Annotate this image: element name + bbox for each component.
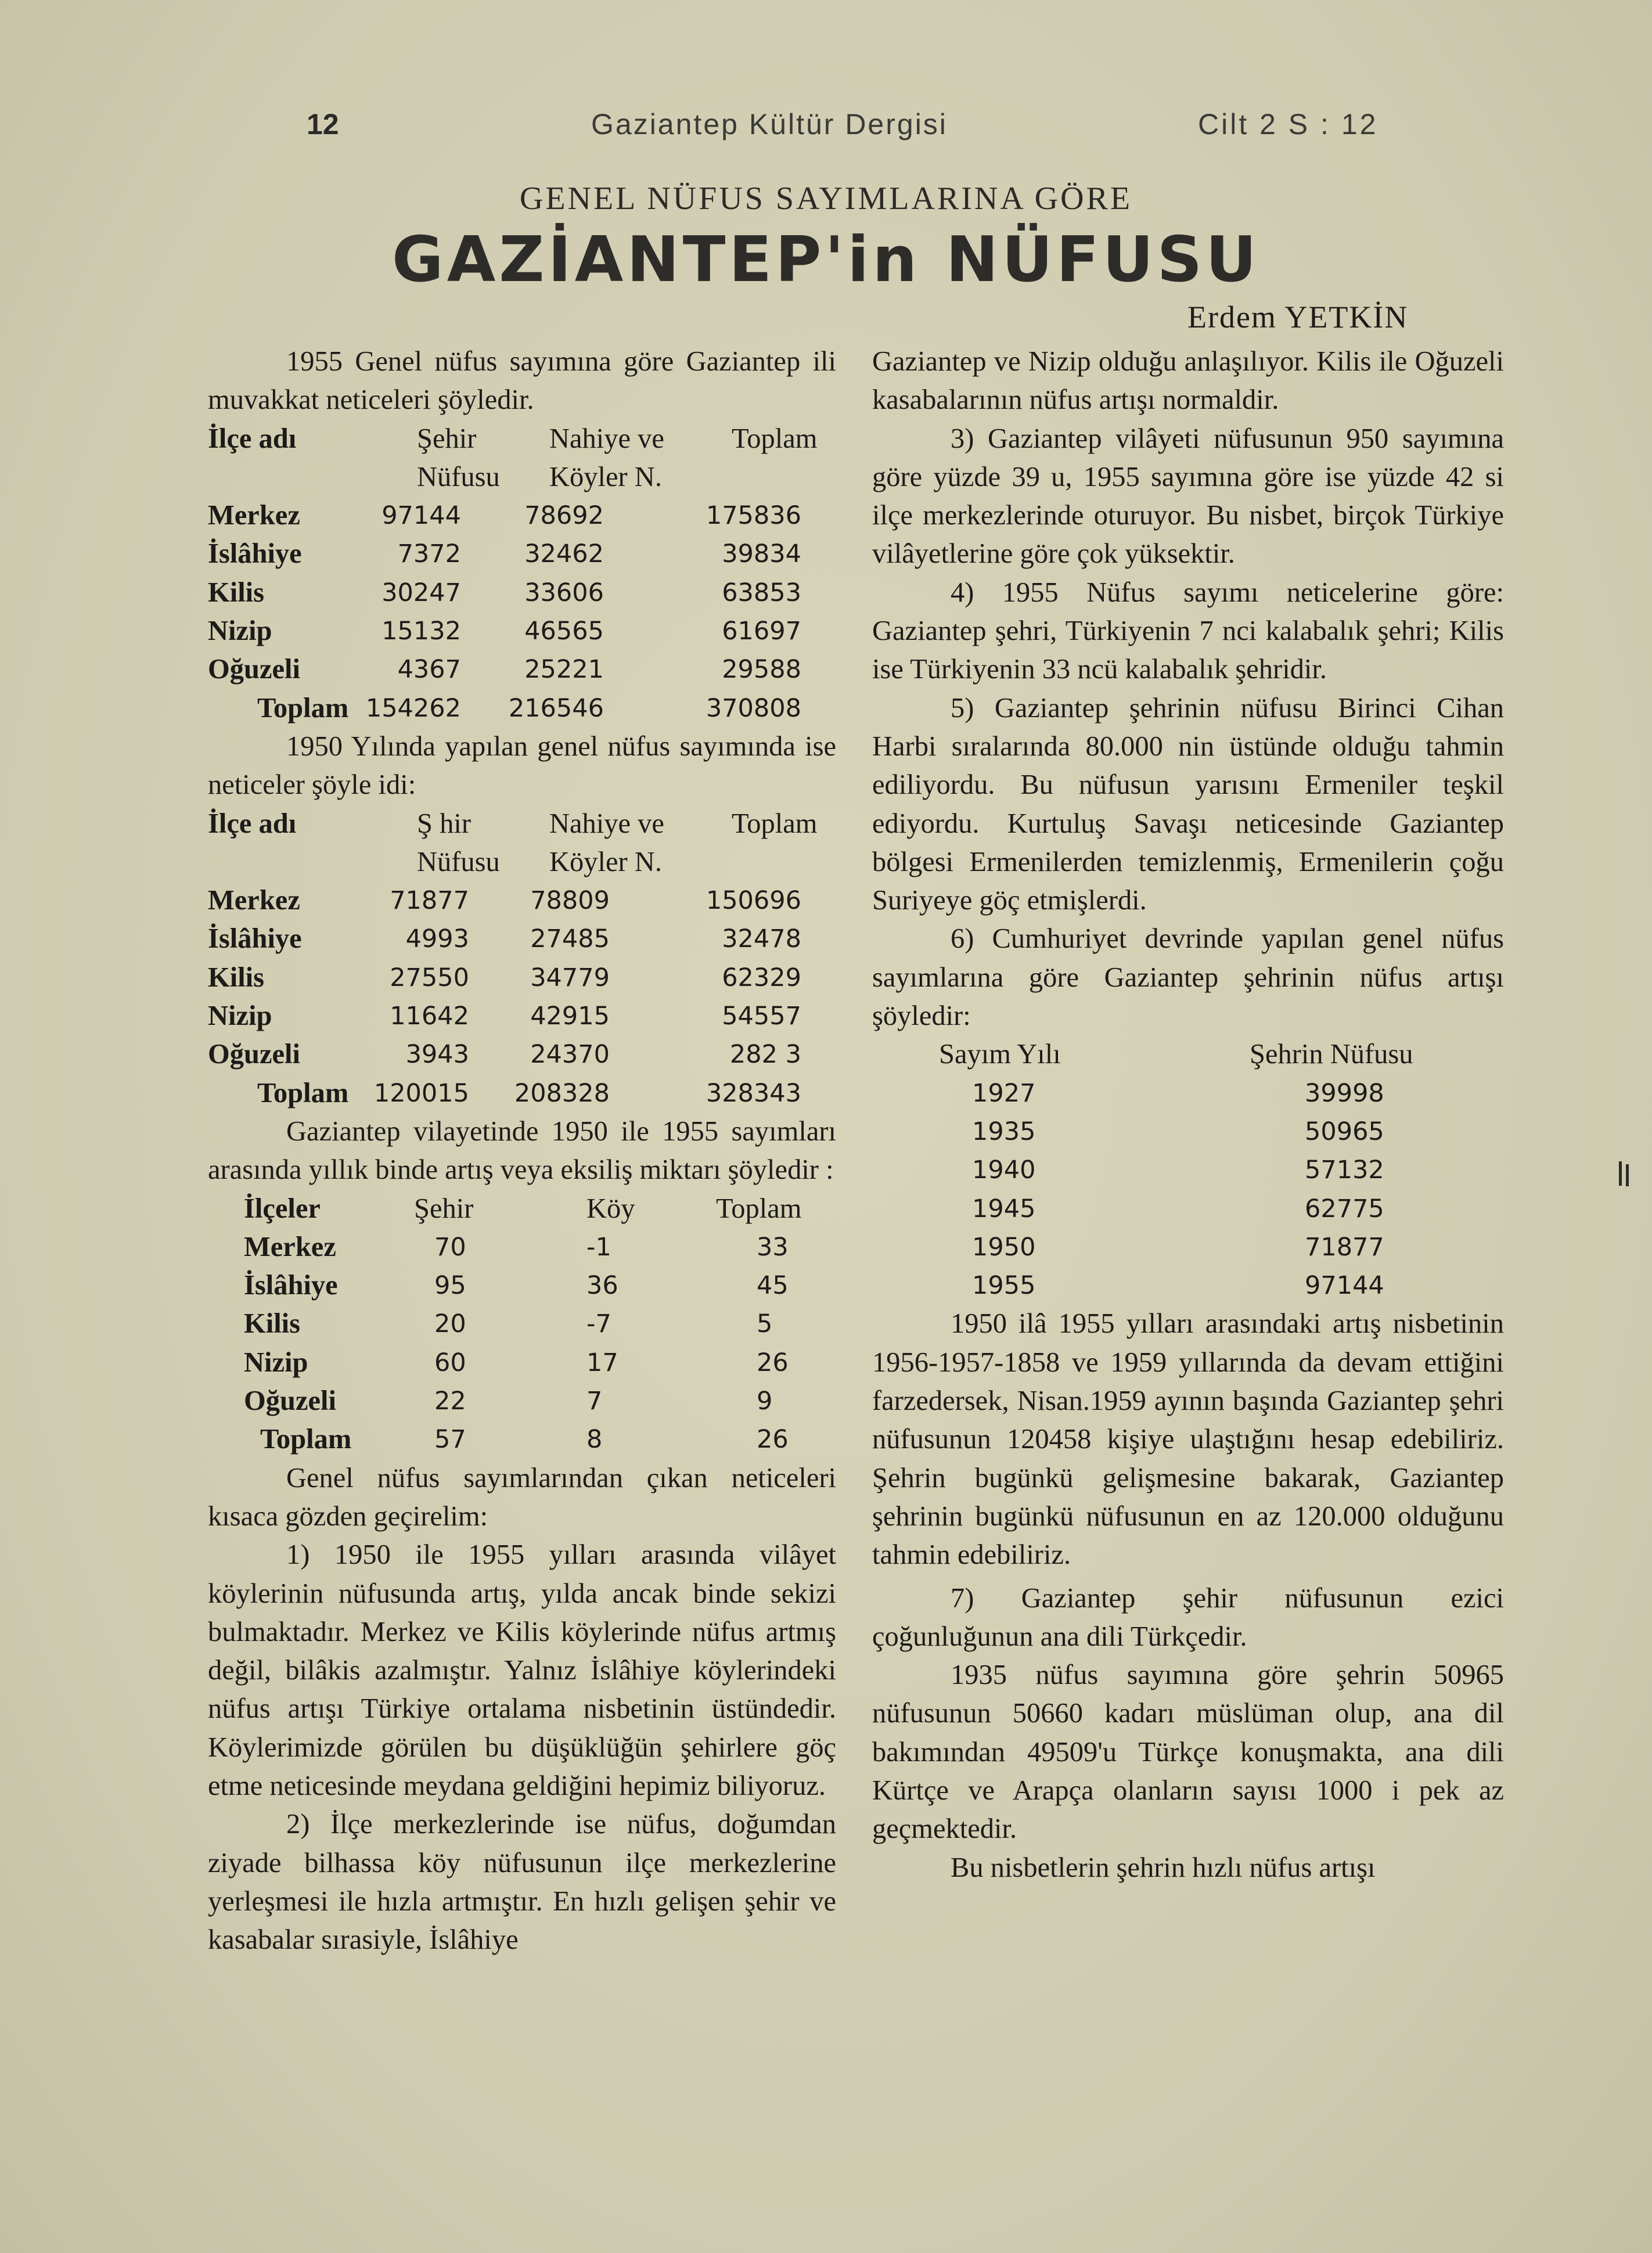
cell-value: 30247 [381, 578, 461, 607]
cell-value: 62775 [1305, 1194, 1384, 1223]
cell-value: 120015 [373, 1078, 469, 1108]
row-label: 1935 [972, 1117, 1036, 1146]
row-label: Oğuzeli [208, 1039, 300, 1070]
row-label: Nizip [208, 616, 272, 647]
table-row [208, 574, 836, 612]
point-5-paragraph: 5) Gaziantep şehrinin nüfusu Birinci Cihan Harbi sıralarında 80.000 nin üstünde olduğu tahmin ediliyordu. Bu nüfusun yarısını Ermeniler teşkil ediyordu. Kurtuluş Savaşı neticesinde Gaziantep bölgesi Ermenilerden temizlenmiş, Ermenilerin çoğu Suriyeye göç etmişlerdi. [872, 692, 1504, 916]
cell-value: 46565 [524, 617, 604, 646]
cell-value: 71877 [1305, 1232, 1384, 1262]
cell-value: 60 [434, 1348, 466, 1377]
cell-value: 36 [586, 1271, 618, 1301]
article-title: GAZİANTEP'in NÜFUSU [392, 224, 1260, 296]
cell-value: 11642 [390, 1002, 469, 1031]
cell-value: 54557 [722, 1002, 801, 1031]
table-header-row: İlçe adı Şehir Nahiye ve Toplam [208, 423, 818, 454]
cell-value: 4993 [405, 924, 469, 954]
cell-value: 57 [434, 1425, 466, 1455]
cell-value: 208328 [514, 1078, 610, 1108]
cell-value: 8 [586, 1425, 603, 1455]
cell-value: 150696 [706, 886, 801, 916]
cell-value: 22 [434, 1387, 466, 1416]
cell-value: 61697 [722, 617, 801, 646]
point-7-paragraph: 7) Gaziantep şehir nüfusunun ezici çoğunluğunun ana dili Türkçedir. [872, 1582, 1504, 1652]
journal-name: Gaziantep Kültür Dergisi [591, 108, 948, 141]
cell-value: 7372 [397, 539, 461, 569]
cell-value: 29588 [722, 655, 801, 685]
intro-paragraph: 1955 Genel nüfus sayımına göre Gaziantep ili muvakkat neticeleri şöyledir. [208, 346, 836, 416]
cell-value: 17 [586, 1348, 618, 1377]
continuation-paragraph: Gaziantep ve Nizip olduğu anlaşılıyor. Kilis ile Oğuzeli kasabalarının nüfus artışı normaldir. [872, 346, 1504, 416]
article-author: Erdem YETKİN [1187, 300, 1409, 334]
language-paragraph: 1935 nüfus sayımına göre şehrin 50965 nüfusunun 50660 kadarı müslüman olup, ana dil bakımından 49509'u Türkçe konuşmakta, ana dili Kürtçe ve Arapça olanların sayısı 1000 i pek az geçmektedir. [872, 1660, 1504, 1845]
cell-value: 32478 [722, 924, 801, 954]
row-label: Merkez [208, 885, 300, 916]
cell-value: 32462 [524, 539, 604, 569]
table-header-row: İlçeler Şehir Köy Toplam [244, 1193, 802, 1224]
table-row [208, 1035, 836, 1074]
table-row [208, 1228, 836, 1266]
cell-value: 216546 [508, 693, 604, 723]
table-row [208, 1266, 836, 1305]
right-column [872, 343, 1504, 1887]
row-label: Toplam [257, 1077, 349, 1108]
table-header-row: Nüfusu Köyler N. [417, 846, 662, 877]
table-row [208, 1420, 836, 1459]
row-label: Kilis [208, 962, 265, 993]
table-row [208, 689, 836, 728]
cell-value: 57132 [1305, 1156, 1384, 1185]
row-label: Merkez [208, 500, 300, 531]
cell-value: 27550 [390, 963, 469, 992]
mid-paragraph: 1950 Yılında yapılan genel nüfus sayımında ise neticeler şöyle idi: [208, 730, 836, 801]
table-header-row: Sayım Yılı Şehrin Nüfusu [939, 1039, 1413, 1070]
results-paragraph: Genel nüfus sayımlarından çıkan neticeleri kısaca gözden geçirelim: [208, 1462, 836, 1532]
cell-value: 24370 [530, 1040, 610, 1070]
table-city-population [872, 1035, 1504, 1305]
cell-value: 25221 [524, 655, 604, 685]
cell-value: 5 [757, 1309, 773, 1339]
cell-value: 370808 [706, 693, 801, 723]
cell-value: 282 3 [729, 1040, 801, 1070]
cell-value: 26 [757, 1425, 789, 1455]
table-row [208, 1382, 836, 1420]
cell-value: 70 [434, 1232, 466, 1262]
table-row [208, 650, 836, 689]
table-row [208, 1305, 836, 1343]
cell-value: 328343 [706, 1078, 801, 1108]
cell-value: 15132 [381, 617, 461, 646]
row-label: Toplam [260, 1424, 352, 1455]
row-label: 1950 [972, 1232, 1036, 1262]
cell-value: 9 [757, 1387, 773, 1416]
cell-value: 50965 [1305, 1117, 1384, 1146]
table-row [872, 1151, 1504, 1189]
row-label: Oğuzeli [208, 654, 300, 685]
page-number: 12 [307, 108, 339, 141]
cell-value: 97144 [1305, 1271, 1384, 1301]
row-label: 1940 [972, 1156, 1036, 1185]
cell-value: 34779 [530, 963, 610, 992]
cell-value: 45 [757, 1271, 789, 1301]
cell-value: 39998 [1305, 1078, 1384, 1108]
cell-value: 7 [586, 1387, 603, 1416]
table-row [872, 1228, 1504, 1266]
table-row [872, 1190, 1504, 1228]
row-label: 1927 [972, 1078, 1036, 1108]
cell-value: 27485 [530, 924, 610, 954]
table-header-row: İlçe adı Ş hir Nahiye ve Toplam [208, 808, 818, 839]
cell-value: 3943 [405, 1040, 469, 1070]
table-row [208, 881, 836, 920]
article-supertitle: GENEL NÜFUS SAYIMLARINA GÖRE [519, 181, 1133, 217]
cell-value: 71877 [390, 886, 469, 916]
table-row [872, 1266, 1504, 1305]
cell-value: 78692 [524, 501, 604, 531]
cell-value: -1 [586, 1232, 611, 1262]
cell-value: 26 [757, 1348, 789, 1377]
table-row [208, 1344, 836, 1382]
row-label: İslâhiye [244, 1270, 338, 1301]
margin-mark [1626, 1164, 1629, 1186]
table-row [208, 920, 836, 958]
cell-value: 97144 [381, 501, 461, 531]
point-3-paragraph: 3) Gaziantep vilâyeti nüfusunun 950 sayımına göre yüzde 39 u, 1955 sayımına göre ise yüzde 42 si ilçe merkezlerinde oturuyor. Bu nisbet, birçok Türkiye vilâyetlerine göre çok yüksektir. [872, 423, 1504, 570]
row-label: İslâhiye [208, 538, 302, 570]
table-1950 [208, 805, 836, 1113]
table-row [208, 959, 836, 997]
cell-value: 95 [434, 1271, 466, 1301]
projection-paragraph: 1950 ilâ 1955 yılları arasındaki artış nisbetinin 1956-1957-1858 ve 1959 yıllarında da devam ettiğini farzedersek, Nisan.1959 ayının başında Gaziantep şehri nüfusunun 120458 kişiye ulaştığını hesap edebiliriz. Şehrin bugünkü gelişmesine bakarak, Gaziantep şehrinin bugünkü nüfusunun en az 120.000 olduğunu tahmin edebiliriz. [872, 1308, 1504, 1571]
cell-value: 4367 [397, 655, 461, 685]
cell-value: 63853 [722, 578, 801, 607]
row-label: Nizip [208, 1000, 272, 1032]
cell-value: 78809 [530, 886, 610, 916]
point-4-paragraph: 4) 1955 Nüfus sayımı neticelerine göre: Gaziantep şehri, Türkiyenin 7 nci kalabalık şehri; Kilis ise Türkiyenin 33 ncü kalabalık şehridir. [872, 577, 1504, 685]
table-1955 [208, 420, 836, 728]
table-row [208, 535, 836, 573]
cell-value: -7 [586, 1309, 611, 1339]
table-row [208, 496, 836, 535]
table-row [208, 997, 836, 1035]
closing-line: Bu nisbetlerin şehrin hızlı nüfus artışı [951, 1852, 1376, 1883]
left-column [208, 343, 836, 1959]
table-row [208, 1074, 836, 1113]
cell-value: 33 [757, 1232, 789, 1262]
row-label: 1955 [972, 1271, 1036, 1301]
margin-mark [1619, 1161, 1622, 1186]
row-label: Kilis [208, 577, 265, 608]
row-label: Merkez [244, 1231, 336, 1262]
point-6-paragraph: 6) Cumhuriyet devrinde yapılan genel nüfus sayımlarına göre Gaziantep şehrinin nüfus artışı şöyledir: [872, 923, 1504, 1032]
table-rates [208, 1190, 836, 1459]
row-label: Oğuzeli [244, 1385, 336, 1417]
cell-value: 175836 [706, 501, 801, 531]
table-header-row: Nüfusu Köyler N. [417, 461, 662, 492]
cell-value: 42915 [530, 1002, 610, 1031]
row-label: İslâhiye [208, 923, 302, 955]
row-label: Toplam [257, 692, 349, 724]
row-label: Kilis [244, 1308, 301, 1340]
row-label: 1945 [972, 1194, 1036, 1223]
cell-value: 33606 [524, 578, 604, 607]
volume-info: Cilt 2 S : 12 [1198, 108, 1379, 141]
rate-intro-paragraph: Gaziantep vilayetinde 1950 ile 1955 sayımları arasında yıllık binde artış veya eksiliş miktarı şöyledir : [208, 1115, 836, 1186]
cell-value: 62329 [722, 963, 801, 992]
point-2-paragraph: 2) İlçe merkezlerinde ise nüfus, doğumdan ziyade bilhassa köy nüfusunun ilçe merkezlerine yerleşmesi ile hızla artmıştır. En hızlı gelişen şehir ve kasabalar sırasiyle, İslâhiye [208, 1809, 836, 1956]
table-row [872, 1074, 1504, 1113]
cell-value: 154262 [365, 693, 461, 723]
point-1-paragraph: 1) 1950 ile 1955 yılları arasında vilâyet köylerinin nüfusunda artış, yılda ancak binde sekizi bulmaktadır. Merkez ve Kilis köylerinde nüfus artmış değil, bilâkis azalmıştır. Yalnız İslâhiye köylerindeki nüfus artışı Türkiye ortalama nisbetinin üstündedir. Köylerimizde görülen bu düşüklüğün şehirlere göç etme neticesinde meydana geldiğini hepimiz biliyoruz. [208, 1539, 836, 1801]
row-label: Nizip [244, 1347, 308, 1378]
table-row [208, 612, 836, 650]
table-row [872, 1113, 1504, 1151]
cell-value: 39834 [722, 539, 801, 569]
cell-value: 20 [434, 1309, 466, 1339]
